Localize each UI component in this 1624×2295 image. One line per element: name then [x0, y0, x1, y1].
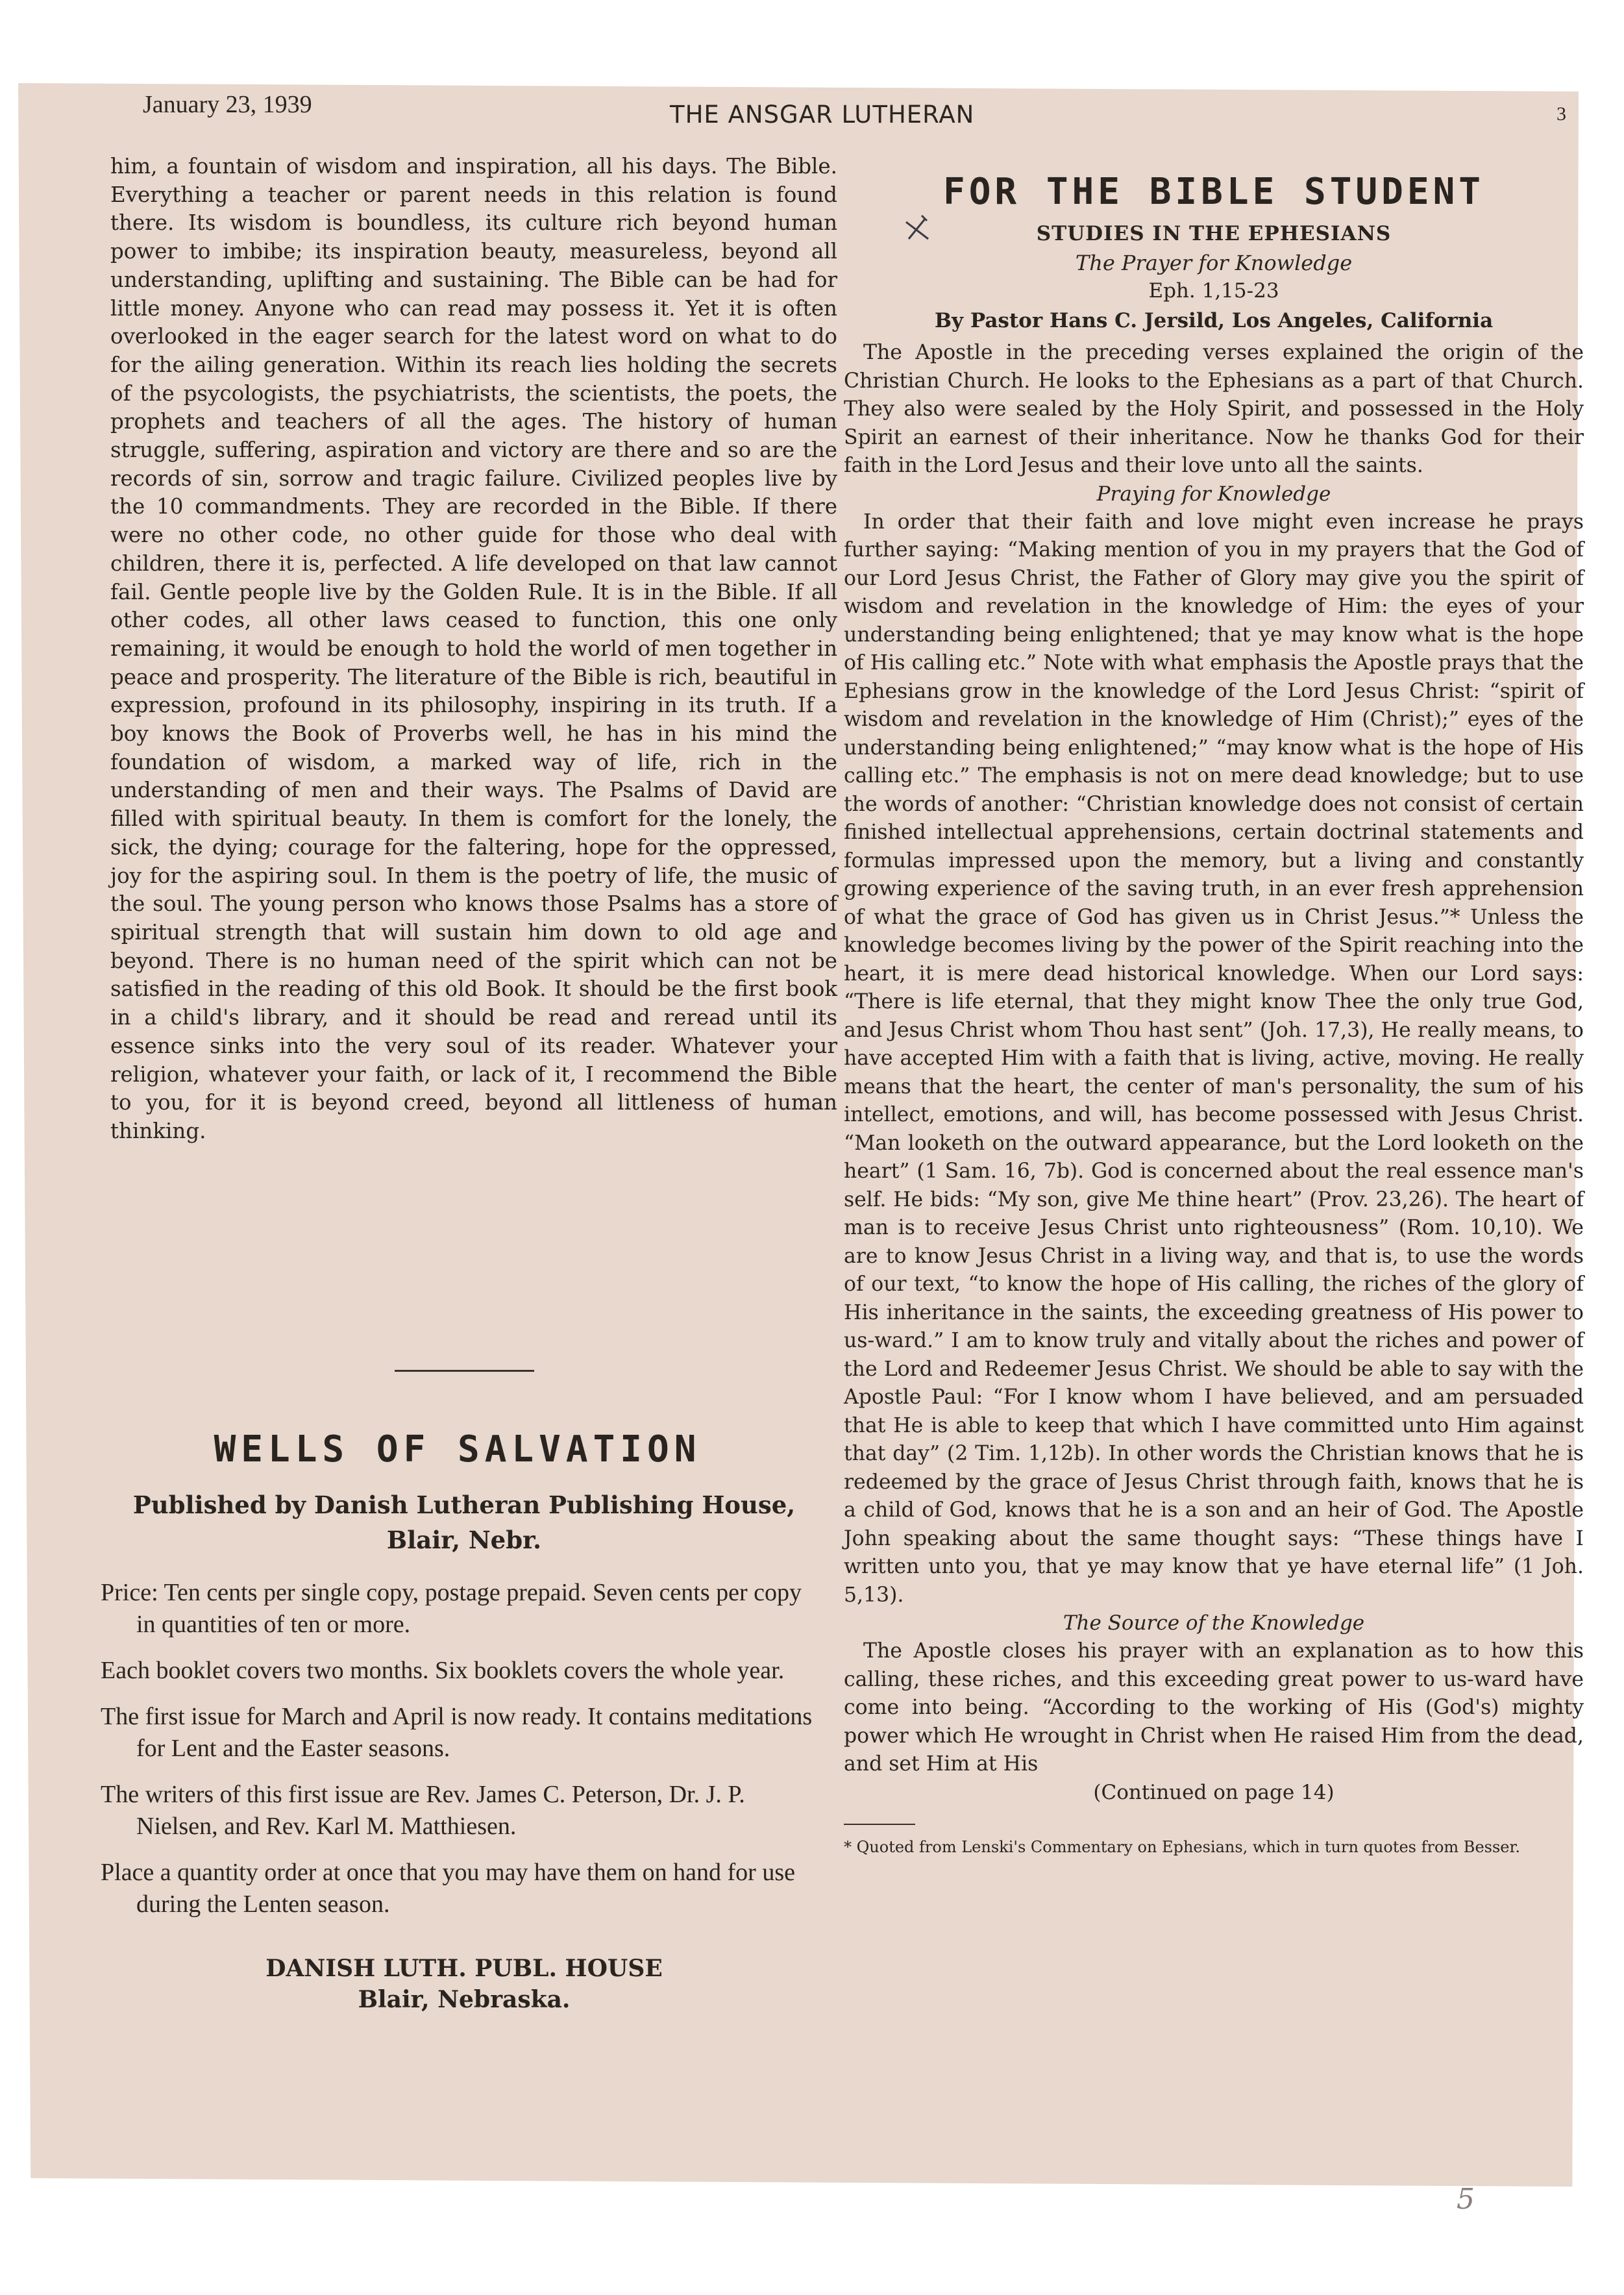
advert-title: WELLS OF SALVATION — [214, 1428, 702, 1470]
advert-order: Place a quantity order at once that you may have them on hand for use during the Lenten season. — [101, 1859, 795, 1918]
right-column — [844, 153, 1584, 1859]
advert-publisher-line2: Blair, Nebr. — [386, 1526, 542, 1554]
advert-signature-line1: DANISH LUTH. PUBL. HOUSE — [265, 1955, 663, 1982]
advert-publisher — [97, 1487, 818, 1557]
footnote-rule — [844, 1824, 915, 1825]
author-byline: By Pastor Hans C. Jersild, Los Angeles, California — [934, 309, 1494, 332]
continued-note: (Continued on page 14) — [1093, 1780, 1335, 1804]
wells-of-salvation-advert — [97, 1428, 818, 2015]
subhead-praying: Praying for Knowledge — [1096, 482, 1331, 506]
pen-check-mark — [902, 213, 933, 244]
scripture-reference: Eph. 1,15-23 — [1148, 279, 1279, 303]
advert-signature — [97, 1953, 818, 2015]
page-header — [110, 88, 1577, 140]
section-praying-text: In order that their faith and love might even increase he prays further saying: “Making mention of you in my prayers that the God of our Lord Jesus Christ, the Father of Glory may give you the spirit of wisdom and revelation in the knowledge of Him: the eyes of your understanding being enlightened; that ye may know what is the hope of His calling etc.” Note with what emphasis the Apostle prays that the Ephesians grow in the knowledge of the Lord Jesus Christ: “spirit of wisdom and revelation in the knowledge of Him (Christ);” eyes of the understanding being enlightened;” “may know what is the hope of His calling etc.” The emphasis is not on mere dead knowledge; but to use the words of another: “Christian knowledge does not consist of certain finished intellectual apprehensions, certain doctrinal statements and formulas impressed upon the memory, but a living and constantly growing experience of the saving truth, in an ever fresh apprehension of what the grace of God has given us in Christ Jesus.”* Unless the knowledge becomes living by the power of the Spirit reaching into the heart, it is mere dead historical knowledge. When our Lord says: “There is life eternal, that they might know Thee the only true God, and Jesus Christ whom Thou hast sent” (Joh. 17,3), He really means, to have accepted Him with a faith that is living, active, moving. He really means that the heart, the center of man's personality, the sum of his intellect, emotions, and will, has become possessed with Jesus Christ. “Man looketh on the outward appearance, but the Lord looketh on the heart” (1 Sam. 16, 7b). God is concerned about the real essence man's self. He bids: “My son, give Me thine heart” (Prov. 23,26). The heart of man is to receive Jesus Christ unto righteousness” (Rom. 10,10). We are to know Jesus Christ in a living way, and that is, to use the words of our text, “to know the hope of His calling, the riches of the glory of His inheritance in the saints, the exceeding greatness of His power to us-ward.” I am to know truly and vitally about the riches and power of the Lord and Redeemer Jesus Christ. We should be able to say with the Apostle Paul: “For I know whom I have believed, and am persuaded that He is able to keep that which I have committed unto Him against that day” (2 Tim. 1,12b). In other words the Christian knows that he is redeemed by the grace of Jesus Christ through faith, knows that he is a child of God, knows that he is a son and an heir of God. The Apostle John speaking about the same thought says: “These things have I written unto you, that ye may know that ye have eternal life” (1 Joh. 5,13). — [844, 510, 1584, 1607]
advert-writers: The writers of this first issue are Rev. James C. Peterson, Dr. J. P. Nielsen, and Rev. Karl M. Matthiesen. — [101, 1781, 745, 1840]
advert-publisher-line1: Published by Danish Lutheran Publishing House, — [132, 1491, 796, 1519]
series-title: STUDIES IN THE EPHESIANS — [1036, 222, 1392, 245]
advert-price: Price: Ten cents per single copy, postage prepaid. Seven cents per copy in quantities of ten or more. — [101, 1579, 802, 1638]
bible-article-text: him, a fountain of wisdom and inspiration, all his days. The Bible. Everything a teacher or parent needs in this relation is found there. Its wisdom is boundless, its culture rich beyond human power to imbibe; its inspiration beauty, measureless, beyond all understanding, uplifting and sustaining. The Bible can be had for little money. Anyone who can read may possess it. Yet it is often overlooked in the eager search for the latest word on what to do for the ailing generation. Within its reach lies holding the secrets of the psycologists, the psychiatrists, the scientists, the poets, the prophets and teachers of all the ages. The history of human struggle, suffering, aspiration and victory are there and so are the records of sin, sorrow and tragic failure. Civilized peoples live by the 10 commandments. They are recorded in the Bible. If there were no other code, no other guide for those who deal with children, there it is, perfected. A life developed on that law cannot fail. Gentle people live by the Golden Rule. It is in the Bible. If all other codes, all other laws ceased to function, this one only remaining, it would be enough to hold the world of men together in peace and prosperity. The literature of the Bible is rich, beautiful in expression, profound in its philosophy, inspiring in its truth. If a boy knows the Book of Proverbs well, he has in his mind the foundation of wisdom, a marked way of life, rich in the understanding of men and their ways. The Psalms of David are filled with spiritual beauty. In them is comfort for the lonely, the sick, the dying; courage for the faltering, hope for the oppressed, joy for the aspiring soul. In them is the poetry of life, the music of the soul. The young person who knows those Psalms has a store of spiritual strength that will sustain him down to old age and beyond. There is no human need of the spirit which can not be satisfied in the reading of this old Book. It should be the first book in a child's library, and it should be read and reread until its essence sinks into the very soul of its reader. Whatever your religion, whatever your faith, or lack of it, I recommend the Bible to you, for it is beyond creed, beyond all littleness of human thinking. — [110, 154, 837, 1143]
study-subtitle: The Prayer for Knowledge — [1075, 251, 1353, 275]
section-divider — [395, 1370, 534, 1372]
handwritten-page-mark — [1454, 2181, 1480, 2214]
advert-coverage: Each booklet covers two months. Six booklets covers the whole year. — [101, 1657, 785, 1684]
advert-signature-line2: Blair, Nebraska. — [358, 1986, 571, 2013]
footnote: * Quoted from Lenski's Commentary on Ephesians, which in turn quotes from Besser. — [844, 1837, 1520, 1856]
issue-date: January 23, 1939 — [143, 91, 312, 118]
masthead-title: THE ANSGAR LUTHERAN — [670, 101, 975, 129]
intro-paragraph: The Apostle in the preceding verses explained the origin of the Christian Church. He looks to the Ephesians as a part of that Church. They also were sealed by the Holy Spirit, and possessed in the Holy Spirit an earnest of their inheritance. Now he thanks God for their faith in the Lord Jesus and their love unto all the saints. — [844, 341, 1584, 477]
page-number: 3 — [1556, 103, 1566, 125]
left-column — [110, 153, 837, 1146]
section-source-text: The Apostle closes his prayer with an explanation as to how this calling, these riches, and this exceeding great power to us-ward have come into being. “According to the working of His (God's) mighty power which He wrought in Christ when He raised Him from the dead, and set Him at His — [844, 1639, 1584, 1776]
subhead-source: The Source of the Knowledge — [1063, 1611, 1365, 1635]
svg-text:5: 5 — [1457, 2183, 1475, 2214]
advert-first-issue: The first issue for March and April is now ready. It contains meditations for Lent and the Easter seasons. — [101, 1703, 813, 1762]
bible-student-heading: FOR THE BIBLE STUDENT — [942, 171, 1484, 213]
